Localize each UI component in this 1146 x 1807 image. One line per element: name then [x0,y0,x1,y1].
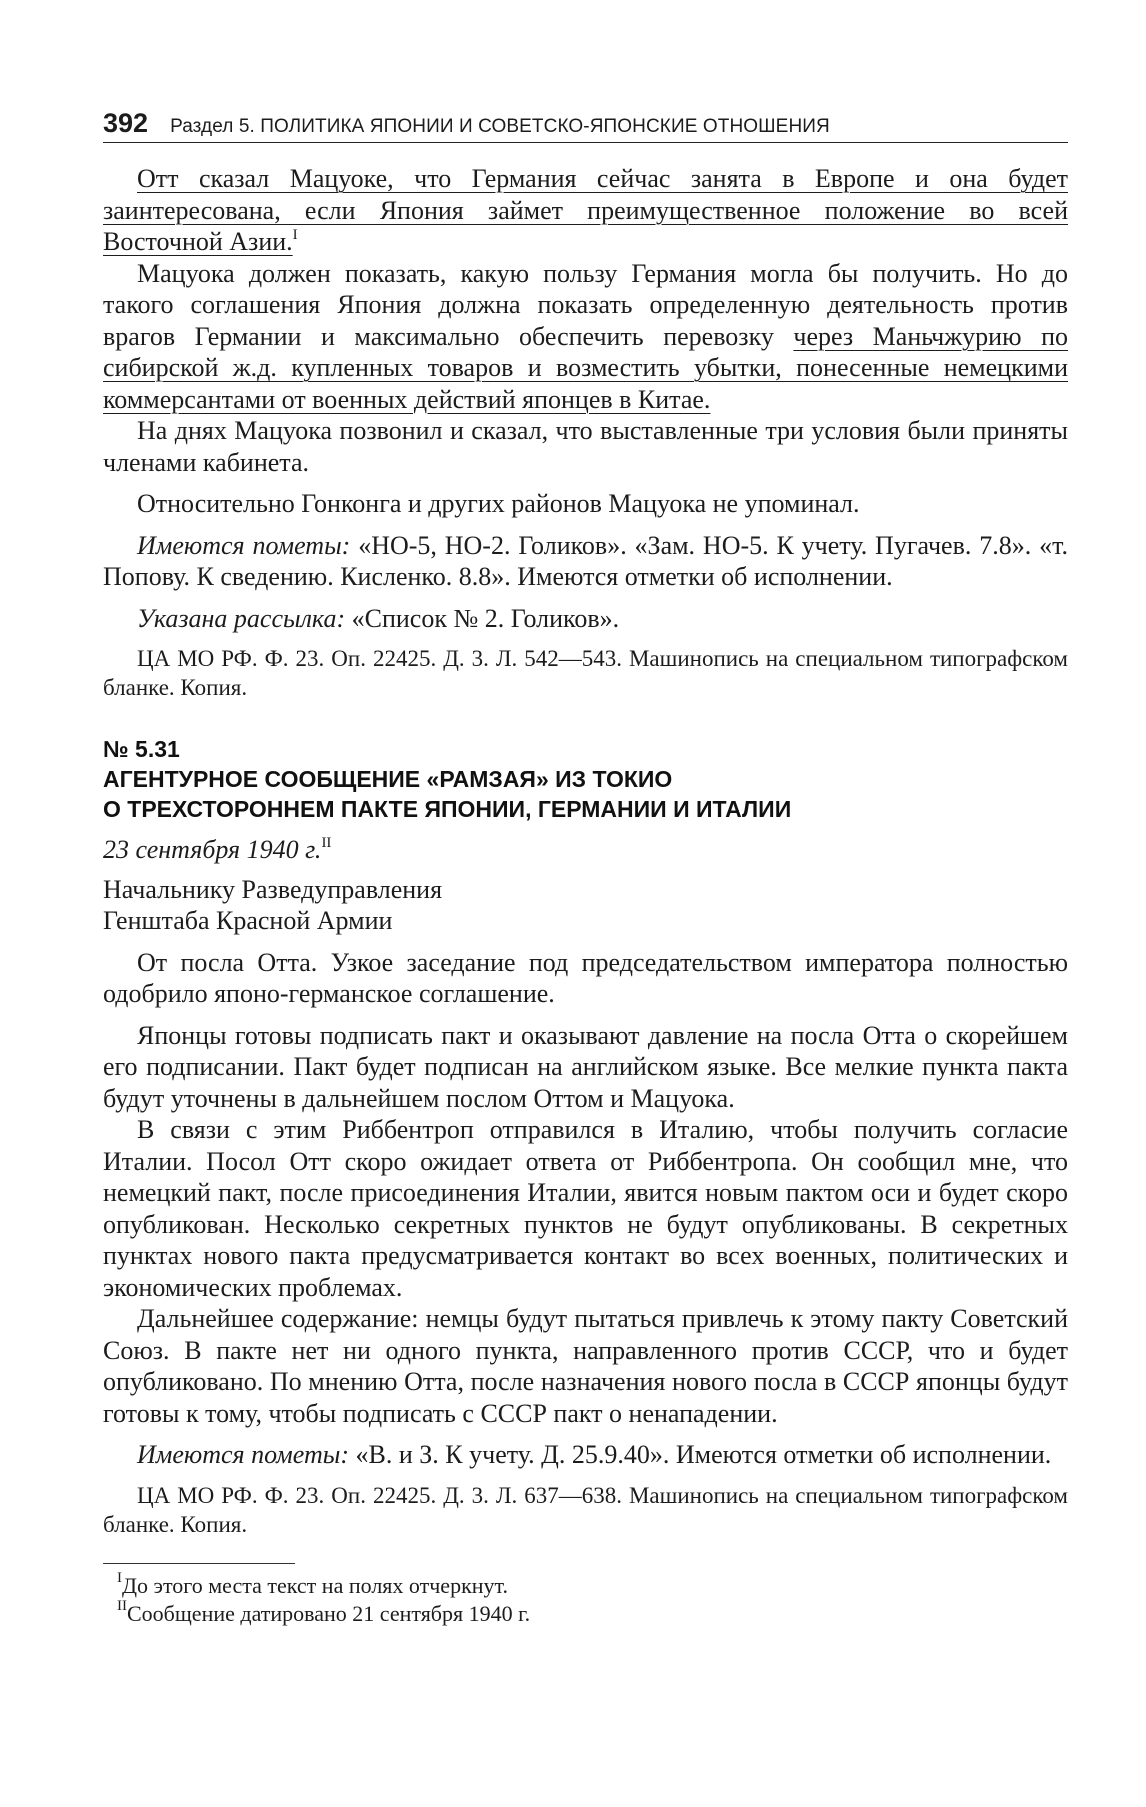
footnotes [103,1569,1068,1628]
paragraph-text: Мацуока должен показать, какую пользу Германия могла бы получить. Но до такого соглашения Япония должна показать определенную деятельность против врагов Германии и максимально обеспечить перевозку [103,258,1068,351]
underlined-passage: через Маньчжурию по сибирской ж.д. купленных товаров и возместить убытки, понесенные немецкими коммерсантами от военных действий японцев в Китае. [103,321,1068,414]
distribution-note [103,603,1068,635]
addressee [103,874,1068,937]
page-number: 392 [103,108,149,138]
marks-note [103,1439,1068,1471]
document-page [103,108,1068,1628]
addressee-line: Генштаба Красной Армии [103,906,393,935]
archive-reference: ЦА МО РФ. Ф. 23. Оп. 22425. Д. 3. Л. 542—543. Машинопись на специальном типографском бланке. Копия. [103,646,1068,700]
footnote [103,1569,1068,1600]
underlined-passage: Отт сказал Мацуоке, что Германия сейчас занята в Европе и она будет заинтересована, если Япония займет преимущественное положение во всей Восточной Азии. [103,164,1068,256]
paragraph-matsuoka-called: На днях Мацуока позвонил и сказал, что выставленные три условия были приняты членами кабинета. [103,416,1068,477]
footnote [103,1597,1068,1628]
distribution-label: Указана рассылка: [137,603,346,633]
paragraph-hong-kong: Относительно Гонконга и других районов Мацуока не упоминал. [137,489,860,518]
report-paragraph: В связи с этим Риббентроп отправился в Италию, чтобы получить согласие Италии. Посол Отт скоро ожидает ответа от Риббентропа. Он сообщил мне, что немецкий пакт, после присоединения Италии, явится новым пактом оси и будет скоро опубликован. Несколько секретных пунктов не будут опубликованы. В секретных пунктах нового пакта предусматривается контакт во всех военных, политических и экономических проблемах. [103,1115,1068,1302]
paragraph-matsuoka-must-show [103,258,1068,416]
document-number: № 5.31 [103,736,180,762]
marks-text: «НО-5, НО-2. Голиков». «Зам. НО-5. К учету. Пугачев. 7.8». «т. Попову. К сведению. Кисленко. 8.8». Имеются отметки об исполнении. [103,530,1068,591]
marks-label: Имеются пометы: [137,530,351,560]
addressee-line: Начальнику Разведуправления [103,874,443,904]
document-title-line: АГЕНТУРНОЕ СООБЩЕНИЕ «РАМЗАЯ» ИЗ ТОКИО [103,766,673,792]
document-heading [103,734,1068,824]
footnote-text: До этого места текст на полях отчеркнут. [122,1572,508,1598]
page-body [103,163,1068,1628]
footnote-mark: II [117,1597,127,1614]
archive-reference: ЦА МО РФ. Ф. 23. Оп. 22425. Д. 3. Л. 637—638. Машинопись на специальном типографском бланке. Копия. [103,1482,1068,1537]
paragraph-ott-said [103,163,1068,258]
report-paragraph: Японцы готовы подписать пакт и оказывают давление на посла Отта о скорейшем его подписании. Пакт будет подписан на английском языке. Все мелкие пункта пакта будут уточнены в дальнейшем послом Оттом и Мацуока. [103,1020,1068,1113]
marks-label: Имеются пометы: [137,1440,349,1469]
report-paragraph: Дальнейшее содержание: немцы будут пытаться привлечь к этому пакту Советский Союз. В пакте нет ни одного пункта, направленного против СССР, что и будет опубликовано. По мнению Отта, после назначения нового посла в СССР японцы будут готовы к тому, чтобы подписать с СССР пакт о ненападении. [103,1304,1068,1428]
marks-text: «В. и З. К учету. Д. 25.9.40». Имеются отметки об исполнении. [349,1440,1052,1469]
distribution-text: «Список № 2. Голиков». [345,603,620,633]
marks-note [103,530,1068,593]
document-title-line: О ТРЕХСТОРОННЕМ ПАКТЕ ЯПОНИИ, ГЕРМАНИИ И ИТАЛИИ [103,796,792,822]
footnote-ref-1[interactable]: I [292,227,298,243]
footnote-text: Сообщение датировано 21 сентября 1940 г. [127,1600,531,1626]
section-title: Раздел 5. ПОЛИТИКА ЯПОНИИ И СОВЕТСКО-ЯПОНСКИЕ ОТНОШЕНИЯ [170,116,830,137]
date-text: 23 сентября 1940 г. [103,835,322,864]
running-head [103,108,1068,143]
footnote-ref-2[interactable]: II [321,835,332,851]
document-date [103,834,1068,866]
footnote-divider [103,1563,295,1564]
report-paragraph: От посла Отта. Узкое заседание под председательством императора полностью одобрило японо-германское соглашение. [103,947,1068,1008]
footnote-mark: I [117,1569,122,1586]
